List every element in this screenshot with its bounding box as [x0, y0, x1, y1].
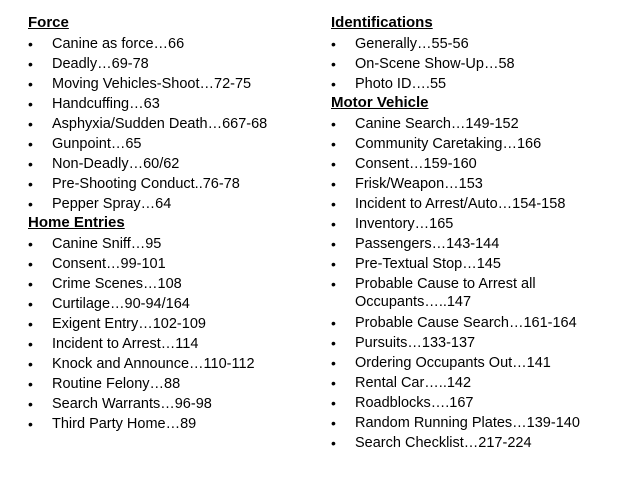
entry-text: Roadblocks….167	[355, 395, 474, 411]
list-item	[28, 94, 318, 114]
list-item	[331, 74, 631, 94]
entry-text: Asphyxia/Sudden Death…667-68	[52, 116, 268, 132]
entry-text: Photo ID….55	[355, 76, 447, 92]
section-heading-home-entries: Home Entries	[28, 214, 125, 231]
home-entries-list	[28, 234, 318, 434]
bullet-icon: •	[28, 236, 33, 252]
entry-text: Frisk/Weapon…153	[355, 176, 483, 192]
list-item	[28, 194, 318, 214]
left-column	[28, 14, 318, 434]
entry-text: Canine Search…149-152	[355, 116, 519, 132]
bullet-icon: •	[331, 395, 336, 411]
list-item	[331, 214, 631, 234]
bullet-icon: •	[28, 276, 33, 292]
entry-text: Knock and Announce…110-112	[52, 356, 255, 372]
bullet-icon: •	[28, 396, 33, 412]
bullet-icon: •	[331, 36, 336, 52]
list-item	[331, 174, 631, 194]
force-list	[28, 34, 318, 214]
entry-text: Consent…159-160	[355, 156, 477, 172]
entry-text: Moving Vehicles-Shoot…72-75	[52, 76, 252, 92]
list-item	[28, 374, 318, 394]
entry-text: Generally…55-56	[355, 36, 469, 52]
entry-text: Search Warrants…96-98	[52, 396, 212, 412]
list-item	[331, 333, 631, 353]
bullet-icon: •	[331, 196, 336, 212]
entry-text: Curtilage…90-94/164	[52, 296, 190, 312]
entry-text: Random Running Plates…139-140	[355, 415, 580, 431]
bullet-icon: •	[28, 336, 33, 352]
entry-text: Pre-Textual Stop…145	[355, 256, 501, 272]
list-item	[28, 154, 318, 174]
entry-text: Passengers…143-144	[355, 236, 500, 252]
bullet-icon: •	[331, 236, 336, 252]
entry-text: Incident to Arrest/Auto…154-158	[355, 196, 566, 212]
bullet-icon: •	[28, 356, 33, 372]
bullet-icon: •	[28, 416, 33, 432]
bullet-icon: •	[28, 376, 33, 392]
bullet-icon: •	[28, 296, 33, 312]
entry-text: Non-Deadly…60/62	[52, 156, 180, 172]
entry-text: Crime Scenes…108	[52, 276, 182, 292]
bullet-icon: •	[331, 176, 336, 192]
entry-text: Search Checklist…217-224	[355, 435, 532, 451]
entry-text: Exigent Entry…102-109	[52, 316, 206, 332]
bullet-icon: •	[331, 375, 336, 391]
list-item	[28, 34, 318, 54]
entry-text: Handcuffing…63	[52, 96, 160, 112]
list-item	[331, 433, 631, 453]
entry-text: Deadly…69-78	[52, 56, 149, 72]
list-item	[28, 294, 318, 314]
identifications-list	[331, 34, 631, 94]
entry-text: Pre-Shooting Conduct..76-78	[52, 176, 240, 192]
list-item	[331, 393, 631, 413]
entry-text: Probable Cause Search…161-164	[355, 315, 577, 331]
entry-text: Consent…99-101	[52, 256, 166, 272]
entry-text: Ordering Occupants Out…141	[355, 355, 551, 371]
entry-text: Gunpoint…65	[52, 136, 142, 152]
entry-text: Routine Felony…88	[52, 376, 181, 392]
bullet-icon: •	[331, 136, 336, 152]
bullet-icon: •	[331, 216, 336, 232]
section-heading-identifications: Identifications	[331, 14, 433, 31]
list-item	[28, 134, 318, 154]
list-item	[331, 274, 631, 311]
list-item	[28, 174, 318, 194]
section-home-entries	[28, 214, 318, 434]
entry-text: Pursuits…133-137	[355, 335, 476, 351]
right-column	[331, 14, 631, 453]
list-item	[331, 114, 631, 134]
list-item	[331, 313, 631, 333]
bullet-icon: •	[28, 136, 33, 152]
bullet-icon: •	[331, 276, 336, 292]
list-item	[28, 334, 318, 354]
motor-vehicle-list	[331, 114, 631, 453]
bullet-icon: •	[28, 76, 33, 92]
bullet-icon: •	[28, 156, 33, 172]
entry-text: Pepper Spray…64	[52, 196, 172, 212]
bullet-icon: •	[28, 256, 33, 272]
list-item	[28, 414, 318, 434]
entry-text: Community Caretaking…166	[355, 136, 542, 152]
bullet-icon: •	[28, 196, 33, 212]
list-item	[28, 74, 318, 94]
entry-text: On-Scene Show-Up…58	[355, 56, 515, 72]
bullet-icon: •	[331, 415, 336, 431]
section-heading-force: Force	[28, 14, 69, 31]
bullet-icon: •	[331, 256, 336, 272]
list-item	[331, 373, 631, 393]
list-item	[331, 54, 631, 74]
bullet-icon: •	[331, 76, 336, 92]
bullet-icon: •	[28, 56, 33, 72]
list-item	[28, 274, 318, 294]
list-item	[28, 254, 318, 274]
bullet-icon: •	[331, 335, 336, 351]
bullet-icon: •	[331, 56, 336, 72]
entry-text: Incident to Arrest…114	[52, 336, 199, 352]
list-item	[28, 54, 318, 74]
entry-text: Inventory…165	[355, 216, 454, 232]
list-item	[331, 154, 631, 174]
section-motor-vehicle	[331, 94, 631, 453]
list-item	[28, 234, 318, 254]
section-identifications	[331, 14, 631, 94]
list-item	[331, 34, 631, 54]
bullet-icon: •	[331, 355, 336, 371]
section-force	[28, 14, 318, 214]
entry-text: Canine Sniff…95	[52, 236, 162, 252]
list-item	[331, 134, 631, 154]
list-item	[331, 254, 631, 274]
list-item	[28, 114, 318, 134]
bullet-icon: •	[28, 316, 33, 332]
bullet-icon: •	[331, 315, 336, 331]
list-item	[331, 353, 631, 373]
entry-text: Canine as force…66	[52, 36, 185, 52]
entry-text: Probable Cause to Arrest all Occupants…..147	[355, 276, 536, 310]
list-item	[28, 314, 318, 334]
bullet-icon: •	[28, 96, 33, 112]
bullet-icon: •	[331, 156, 336, 172]
list-item	[28, 354, 318, 374]
section-heading-motor-vehicle: Motor Vehicle	[331, 94, 429, 111]
bullet-icon: •	[331, 116, 336, 132]
list-item	[331, 194, 631, 214]
list-item	[28, 394, 318, 414]
bullet-icon: •	[28, 176, 33, 192]
entry-text: Third Party Home…89	[52, 416, 197, 432]
entry-text: Rental Car…..142	[355, 375, 472, 391]
list-item	[331, 234, 631, 254]
list-item	[331, 413, 631, 433]
bullet-icon: •	[28, 116, 33, 132]
bullet-icon: •	[28, 36, 33, 52]
bullet-icon: •	[331, 435, 336, 451]
